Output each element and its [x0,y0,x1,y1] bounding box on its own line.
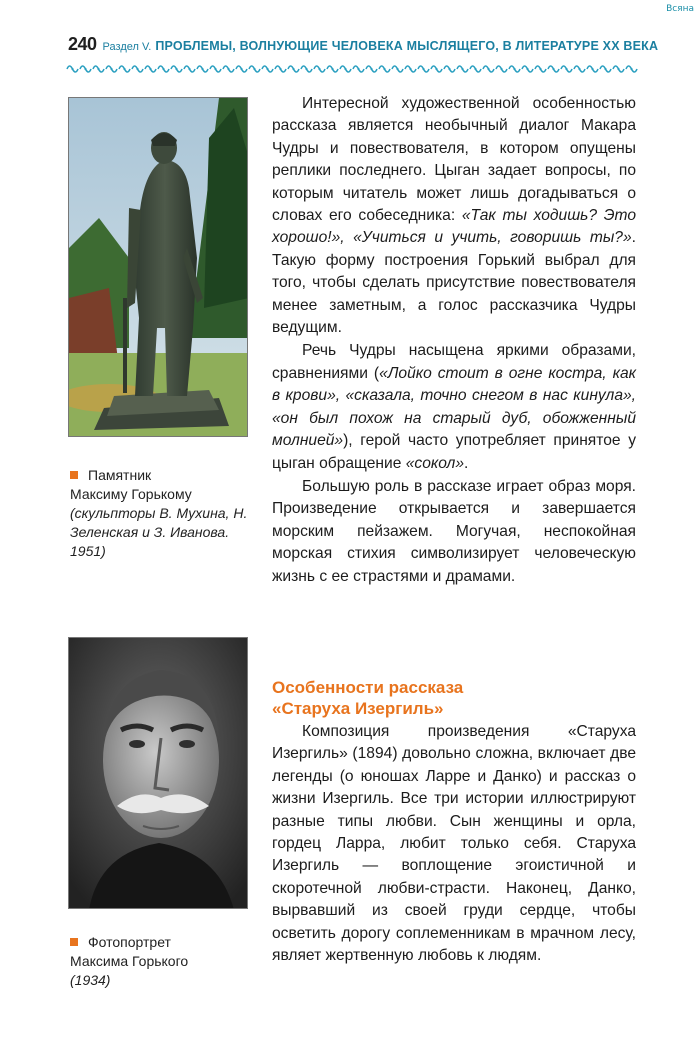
monument-caption [70,466,260,561]
page-header [68,34,686,64]
portrait-caption [70,933,260,990]
caption-line: Максима Горького [70,953,189,969]
section-title: ПРОБЛЕМЫ, ВОЛНУЮЩИЕ ЧЕЛОВЕКА МЫСЛЯЩЕГО, В ЛИТЕРАТУРЕ XX ВЕКА [155,39,659,53]
caption-year: (1934) [70,972,111,988]
quote: «сокол» [405,454,465,472]
quote: «Лойко стоит в огне костра, как в крови», «сказала, точно снегом в нас кинула», «он был похож на старый дуб, обожженный молнией» [272,364,636,450]
section-heading: Особенности рассказа «Старуха Изергиль» [272,678,464,718]
gorky-monument-photo [68,97,248,437]
gorky-portrait-photo [68,637,248,909]
page-number: 240 [68,34,97,54]
caption-credits: (скульпторы В. Мухина, Н. Зеленская и З. Иванова. 1951) [70,505,248,559]
caption-line: Памятник [88,467,152,483]
paragraph: Композиция произведения «Старуха Изергиль» (1894) довольно сложна, включает две легенды (о юношах Ларре и Данко) и рассказ о жизни Изергиль. Все три истории иллюстрируют разные типы любви. Сын женщины и орла, гордец Ларра, любит только себя. Старуха Изергиль — воплощение эгоистичной и скоротечной любви-страсти. Наконец, Данко, вырвавший из своей груди сердце, чтобы осветить дорогу соплеменникам в мрачном лесу, являет жертвенную любовь к людям. [272,723,636,965]
text-block-chudra [272,93,636,589]
paragraph: Интересной художественной особенностью рассказа является необычный диалог Макара Чудры и повествователя, в котором опущены реплики последнего. Цыган задает вопросы, по которым читатель может лишь догадываться о словах его собеседника: «Так ты ходишь? Это хорошо!», «Учиться и учить, говоришь ты?». Такую форму построения Горький выбрал для того, чтобы сделать присутствие повествователя менее заметным, а голос рассказчика Чудры ведущим. [272,95,636,337]
paragraph: Речь Чудры насыщена яркими образами, сравнениями («Лойко стоит в огне костра, как в крови», «сказала, точно снегом в нас кинула», «он был похож на старый дуб, обожженный молнией»), герой часто употребляет принятое у цыган обращение «сокол». [272,342,636,472]
section-label: Раздел V. [102,41,152,53]
caption-bullet-icon [70,938,78,946]
publisher-mark: Всяна [666,4,694,14]
caption-line: Максиму Горькому [70,486,192,502]
caption-line: Фотопортрет [88,934,171,950]
quote: «Так ты ходишь? Это хорошо!», «Учиться и учить, говоришь ты?» [272,207,636,247]
paragraph: Большую роль в рассказе играет образ моря. Произведение открывается и завершается морским пейзажем. Могучая, неспокойная морская стихия символизирует человеческую жизнь с ее страстями и драмами. [272,477,636,585]
header-ornament [66,62,638,76]
caption-bullet-icon [70,471,78,479]
text-block-izergil [272,721,636,968]
